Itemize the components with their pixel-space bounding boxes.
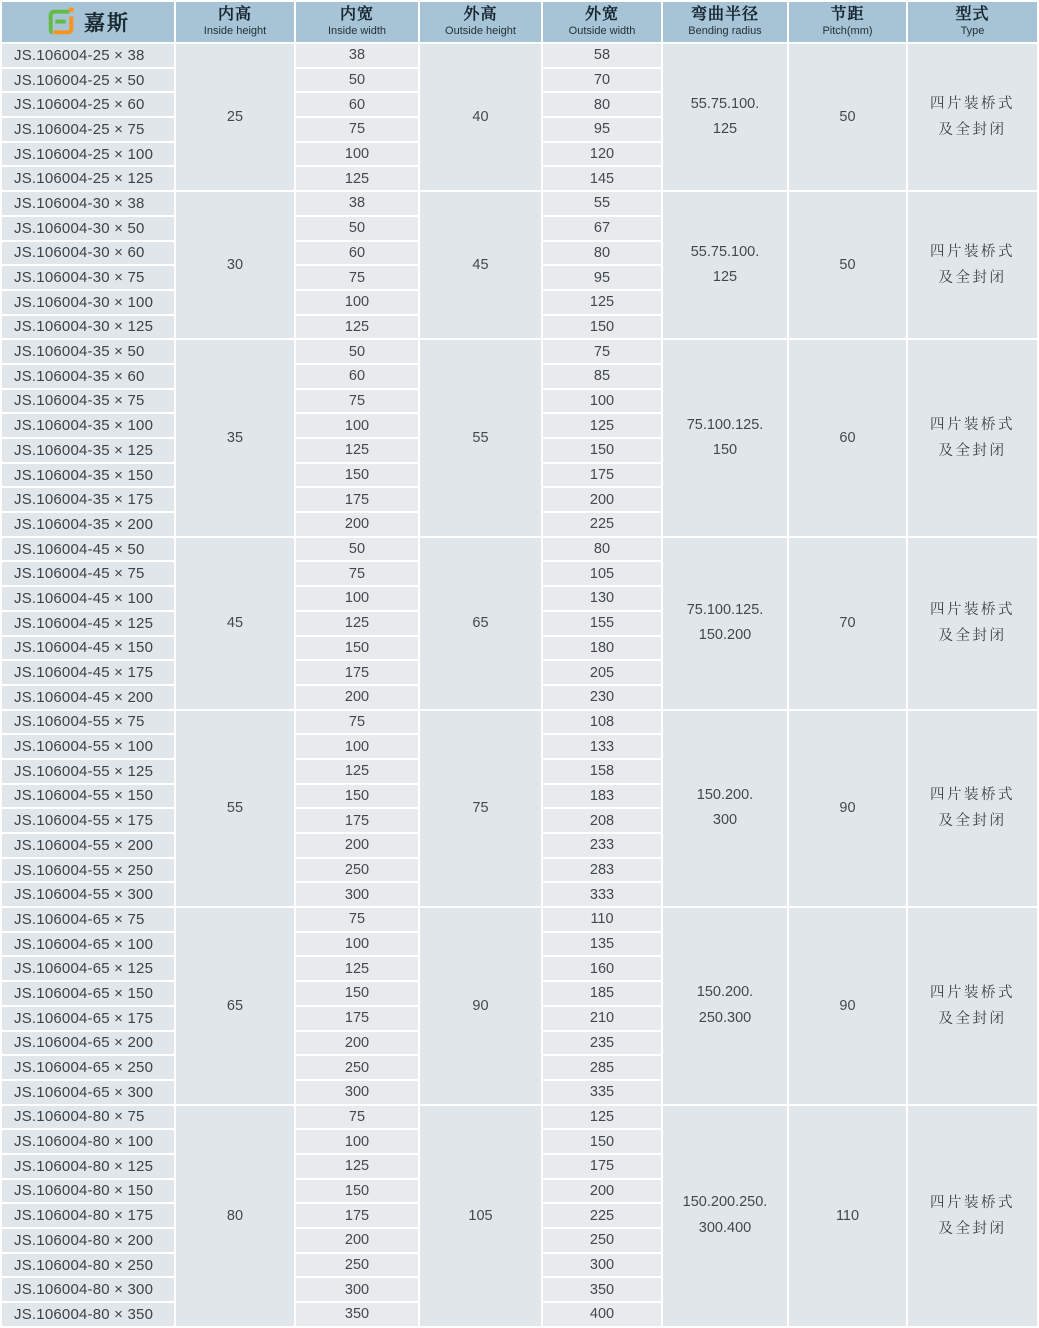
outside-width-cell: 125: [543, 1106, 661, 1129]
inside-width-cell: 300: [296, 1278, 418, 1301]
outside-width-cell: 230: [543, 686, 661, 709]
outside-width-cell: 125: [543, 291, 661, 314]
model-cell: JS.106004-35 × 50: [2, 340, 174, 363]
inside-width-cell: 125: [296, 167, 418, 190]
model-cell: JS.106004-80 × 150: [2, 1180, 174, 1203]
outside-width-cell: 185: [543, 982, 661, 1005]
inside-height-cell: 55: [176, 711, 294, 907]
bending-radius-cell: 55.75.100. 125: [663, 192, 787, 338]
inside-width-cell: 50: [296, 340, 418, 363]
model-cell: JS.106004-80 × 250: [2, 1254, 174, 1277]
pitch-cell: 50: [789, 44, 906, 190]
model-cell: JS.106004-65 × 150: [2, 982, 174, 1005]
type-cell: 四片装桥式 及全封闭: [908, 44, 1037, 190]
model-cell: JS.106004-55 × 150: [2, 785, 174, 808]
spec-table-body: [2, 44, 1037, 1326]
inside-height-cell: 80: [176, 1106, 294, 1326]
inside-width-cell: 125: [296, 316, 418, 339]
header-col-pitch: 节距 Pitch(mm): [789, 2, 906, 42]
model-cell: JS.106004-80 × 75: [2, 1106, 174, 1129]
model-cell: JS.106004-55 × 300: [2, 883, 174, 906]
model-cell: JS.106004-35 × 75: [2, 390, 174, 413]
inside-width-cell: 125: [296, 957, 418, 980]
outside-width-cell: 235: [543, 1032, 661, 1055]
inside-width-cell: 150: [296, 982, 418, 1005]
outside-height-cell: 45: [420, 192, 541, 338]
inside-width-cell: 75: [296, 1106, 418, 1129]
outside-width-cell: 200: [543, 1180, 661, 1203]
inside-width-cell: 60: [296, 365, 418, 388]
model-cell: JS.106004-35 × 150: [2, 464, 174, 487]
type-cell: 四片装桥式 及全封闭: [908, 192, 1037, 338]
outside-width-cell: 283: [543, 859, 661, 882]
outside-width-cell: 208: [543, 809, 661, 832]
outside-width-cell: 225: [543, 513, 661, 536]
outside-width-cell: 100: [543, 390, 661, 413]
outside-width-cell: 250: [543, 1229, 661, 1252]
table-row: [2, 340, 1037, 363]
outside-width-cell: 105: [543, 562, 661, 585]
inside-width-cell: 250: [296, 859, 418, 882]
inside-height-cell: 30: [176, 192, 294, 338]
model-cell: JS.106004-65 × 300: [2, 1081, 174, 1104]
outside-width-cell: 95: [543, 266, 661, 289]
table-row: [2, 711, 1037, 734]
outside-width-cell: 183: [543, 785, 661, 808]
model-cell: JS.106004-25 × 50: [2, 69, 174, 92]
outside-height-cell: 75: [420, 711, 541, 907]
model-cell: JS.106004-35 × 175: [2, 488, 174, 511]
header-col-inside-width: 内宽 Inside width: [296, 2, 418, 42]
model-cell: JS.106004-25 × 75: [2, 118, 174, 141]
model-cell: JS.106004-45 × 175: [2, 661, 174, 684]
brand-name: 嘉斯: [84, 12, 130, 35]
type-cell: 四片装桥式 及全封闭: [908, 538, 1037, 709]
model-cell: JS.106004-65 × 200: [2, 1032, 174, 1055]
outside-width-cell: 210: [543, 1007, 661, 1030]
model-cell: JS.106004-25 × 100: [2, 143, 174, 166]
header-col-bending-radius: 弯曲半径 Bending radius: [663, 2, 787, 42]
inside-width-cell: 125: [296, 612, 418, 635]
outside-width-cell: 205: [543, 661, 661, 684]
inside-width-cell: 175: [296, 1204, 418, 1227]
model-cell: JS.106004-65 × 100: [2, 933, 174, 956]
inside-height-cell: 65: [176, 908, 294, 1104]
outside-width-cell: 130: [543, 587, 661, 610]
header-col-outside-height: 外高 Outside height: [420, 2, 541, 42]
model-cell: JS.106004-80 × 100: [2, 1130, 174, 1153]
outside-height-cell: 90: [420, 908, 541, 1104]
inside-width-cell: 100: [296, 587, 418, 610]
inside-width-cell: 100: [296, 735, 418, 758]
outside-width-cell: 125: [543, 414, 661, 437]
model-cell: JS.106004-30 × 75: [2, 266, 174, 289]
outside-width-cell: 180: [543, 637, 661, 660]
type-cell: 四片装桥式 及全封闭: [908, 908, 1037, 1104]
outside-width-cell: 70: [543, 69, 661, 92]
inside-width-cell: 38: [296, 192, 418, 215]
outside-width-cell: 85: [543, 365, 661, 388]
bending-radius-cell: 55.75.100. 125: [663, 44, 787, 190]
inside-width-cell: 150: [296, 1180, 418, 1203]
outside-width-cell: 55: [543, 192, 661, 215]
model-cell: JS.106004-25 × 125: [2, 167, 174, 190]
inside-width-cell: 125: [296, 439, 418, 462]
model-cell: JS.106004-80 × 300: [2, 1278, 174, 1301]
model-cell: JS.106004-35 × 60: [2, 365, 174, 388]
inside-width-cell: 50: [296, 69, 418, 92]
type-cell: 四片装桥式 及全封闭: [908, 1106, 1037, 1326]
inside-width-cell: 200: [296, 834, 418, 857]
inside-width-cell: 38: [296, 44, 418, 67]
model-cell: JS.106004-45 × 150: [2, 637, 174, 660]
inside-width-cell: 60: [296, 93, 418, 116]
pitch-cell: 90: [789, 908, 906, 1104]
inside-height-cell: 25: [176, 44, 294, 190]
type-cell: 四片装桥式 及全封闭: [908, 711, 1037, 907]
model-cell: JS.106004-55 × 100: [2, 735, 174, 758]
inside-width-cell: 75: [296, 908, 418, 931]
inside-width-cell: 175: [296, 661, 418, 684]
outside-width-cell: 300: [543, 1254, 661, 1277]
pitch-cell: 110: [789, 1106, 906, 1326]
inside-height-cell: 35: [176, 340, 294, 536]
outside-width-cell: 150: [543, 1130, 661, 1153]
type-cell: 四片装桥式 及全封闭: [908, 340, 1037, 536]
inside-width-cell: 200: [296, 513, 418, 536]
outside-width-cell: 175: [543, 1155, 661, 1178]
header-col-outside-width: 外宽 Outside width: [543, 2, 661, 42]
outside-width-cell: 58: [543, 44, 661, 67]
model-cell: JS.106004-65 × 125: [2, 957, 174, 980]
outside-width-cell: 233: [543, 834, 661, 857]
table-row: [2, 1106, 1037, 1129]
outside-width-cell: 120: [543, 143, 661, 166]
outside-height-cell: 105: [420, 1106, 541, 1326]
model-cell: JS.106004-35 × 200: [2, 513, 174, 536]
model-cell: JS.106004-30 × 60: [2, 242, 174, 265]
outside-height-cell: 65: [420, 538, 541, 709]
inside-width-cell: 350: [296, 1303, 418, 1326]
bending-radius-cell: 150.200.250. 300.400: [663, 1106, 787, 1326]
pitch-cell: 50: [789, 192, 906, 338]
outside-width-cell: 80: [543, 538, 661, 561]
outside-width-cell: 110: [543, 908, 661, 931]
outside-width-cell: 145: [543, 167, 661, 190]
inside-width-cell: 100: [296, 414, 418, 437]
table-row: [2, 538, 1037, 561]
model-cell: JS.106004-45 × 50: [2, 538, 174, 561]
inside-width-cell: 250: [296, 1056, 418, 1079]
model-cell: JS.106004-45 × 125: [2, 612, 174, 635]
outside-width-cell: 350: [543, 1278, 661, 1301]
model-cell: JS.106004-80 × 350: [2, 1303, 174, 1326]
inside-width-cell: 150: [296, 785, 418, 808]
inside-width-cell: 75: [296, 562, 418, 585]
inside-width-cell: 300: [296, 883, 418, 906]
model-cell: JS.106004-25 × 38: [2, 44, 174, 67]
model-cell: JS.106004-80 × 125: [2, 1155, 174, 1178]
outside-width-cell: 200: [543, 488, 661, 511]
model-cell: JS.106004-35 × 125: [2, 439, 174, 462]
pitch-cell: 60: [789, 340, 906, 536]
bending-radius-cell: 75.100.125. 150: [663, 340, 787, 536]
model-cell: JS.106004-65 × 175: [2, 1007, 174, 1030]
table-row: [2, 44, 1037, 67]
outside-width-cell: 67: [543, 217, 661, 240]
js-monogram-icon: [46, 7, 76, 37]
outside-width-cell: 160: [543, 957, 661, 980]
outside-width-cell: 400: [543, 1303, 661, 1326]
bending-radius-cell: 150.200. 250.300: [663, 908, 787, 1104]
bending-radius-cell: 150.200. 300: [663, 711, 787, 907]
outside-width-cell: 135: [543, 933, 661, 956]
inside-width-cell: 200: [296, 1229, 418, 1252]
model-cell: JS.106004-45 × 100: [2, 587, 174, 610]
inside-width-cell: 175: [296, 809, 418, 832]
pitch-cell: 70: [789, 538, 906, 709]
inside-width-cell: 75: [296, 711, 418, 734]
outside-width-cell: 335: [543, 1081, 661, 1104]
model-cell: JS.106004-30 × 100: [2, 291, 174, 314]
outside-width-cell: 133: [543, 735, 661, 758]
inside-width-cell: 100: [296, 1130, 418, 1153]
model-cell: JS.106004-55 × 200: [2, 834, 174, 857]
outside-width-cell: 80: [543, 93, 661, 116]
model-cell: JS.106004-30 × 38: [2, 192, 174, 215]
outside-height-cell: 40: [420, 44, 541, 190]
model-cell: JS.106004-55 × 125: [2, 760, 174, 783]
inside-width-cell: 125: [296, 760, 418, 783]
model-cell: JS.106004-30 × 125: [2, 316, 174, 339]
model-cell: JS.106004-55 × 250: [2, 859, 174, 882]
model-cell: JS.106004-55 × 75: [2, 711, 174, 734]
model-cell: JS.106004-65 × 250: [2, 1056, 174, 1079]
inside-width-cell: 75: [296, 266, 418, 289]
outside-width-cell: 158: [543, 760, 661, 783]
outside-width-cell: 155: [543, 612, 661, 635]
outside-width-cell: 150: [543, 316, 661, 339]
outside-width-cell: 95: [543, 118, 661, 141]
outside-width-cell: 80: [543, 242, 661, 265]
pitch-cell: 90: [789, 711, 906, 907]
model-cell: JS.106004-80 × 175: [2, 1204, 174, 1227]
inside-width-cell: 100: [296, 143, 418, 166]
inside-width-cell: 200: [296, 686, 418, 709]
inside-width-cell: 75: [296, 118, 418, 141]
inside-width-cell: 100: [296, 933, 418, 956]
inside-width-cell: 50: [296, 217, 418, 240]
inside-width-cell: 50: [296, 538, 418, 561]
header-row: [2, 2, 1037, 42]
outside-width-cell: 175: [543, 464, 661, 487]
outside-width-cell: 285: [543, 1056, 661, 1079]
header-brand: [2, 2, 174, 42]
table-row: [2, 192, 1037, 215]
model-cell: JS.106004-55 × 175: [2, 809, 174, 832]
inside-width-cell: 150: [296, 464, 418, 487]
inside-width-cell: 200: [296, 1032, 418, 1055]
outside-width-cell: 225: [543, 1204, 661, 1227]
outside-width-cell: 150: [543, 439, 661, 462]
model-cell: JS.106004-45 × 200: [2, 686, 174, 709]
inside-width-cell: 150: [296, 637, 418, 660]
inside-width-cell: 60: [296, 242, 418, 265]
header-col-inside-height: 内高 Inside height: [176, 2, 294, 42]
inside-width-cell: 100: [296, 291, 418, 314]
outside-width-cell: 333: [543, 883, 661, 906]
inside-width-cell: 300: [296, 1081, 418, 1104]
inside-height-cell: 45: [176, 538, 294, 709]
inside-width-cell: 125: [296, 1155, 418, 1178]
model-cell: JS.106004-45 × 75: [2, 562, 174, 585]
inside-width-cell: 175: [296, 1007, 418, 1030]
outside-width-cell: 108: [543, 711, 661, 734]
inside-width-cell: 250: [296, 1254, 418, 1277]
table-row: [2, 908, 1037, 931]
model-cell: JS.106004-80 × 200: [2, 1229, 174, 1252]
model-cell: JS.106004-30 × 50: [2, 217, 174, 240]
model-cell: JS.106004-35 × 100: [2, 414, 174, 437]
model-cell: JS.106004-25 × 60: [2, 93, 174, 116]
outside-height-cell: 55: [420, 340, 541, 536]
inside-width-cell: 75: [296, 390, 418, 413]
model-cell: JS.106004-65 × 75: [2, 908, 174, 931]
bending-radius-cell: 75.100.125. 150.200: [663, 538, 787, 709]
inside-width-cell: 175: [296, 488, 418, 511]
outside-width-cell: 75: [543, 340, 661, 363]
header-col-type: 型式 Type: [908, 2, 1037, 42]
